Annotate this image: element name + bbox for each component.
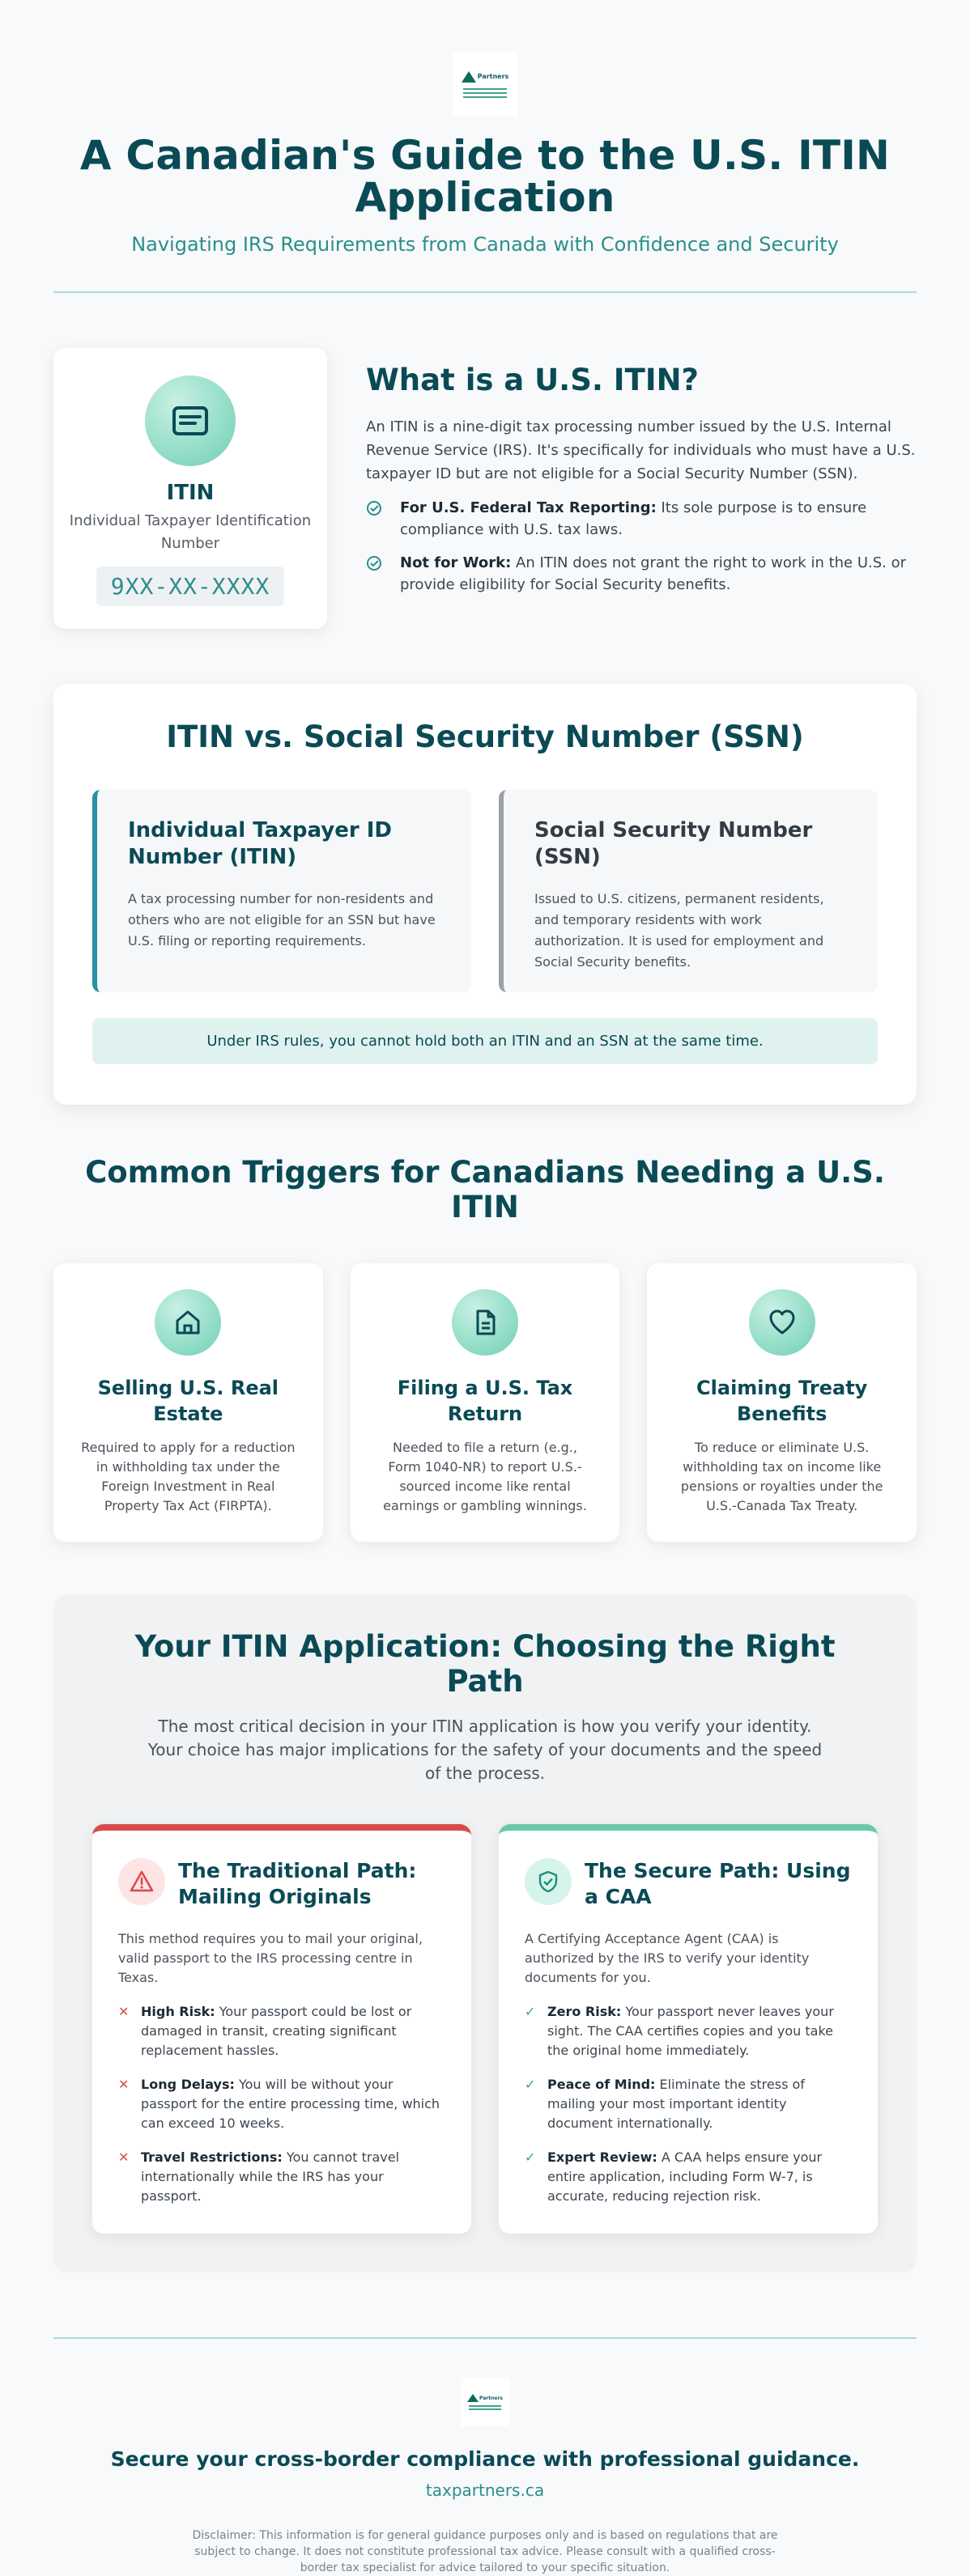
page-subtitle: Navigating IRS Requirements from Canada with Confidence and Security — [131, 233, 839, 256]
benefit-text: Eliminate the stress of mailing your most important identity document internationally. — [547, 2077, 805, 2131]
x-mark-icon: ✕ — [118, 2004, 130, 2019]
benefit-bold: Peace of Mind: — [547, 2077, 656, 2092]
comparison-heading: ITIN vs. Social Security Number (SSN) — [166, 719, 804, 754]
what-is-paragraph: An ITIN is a nine-digit tax processing number issued by the U.S. Internal Revenue Service (IRS). It's specifically for individuals who must have a U.S. taxpayer ID but are not eligible for a Social Security Number (SSN). — [366, 418, 916, 482]
ssn-box-text: Issued to U.S. citizens, permanent residents, and temporary residents with work authorization. It is used for employment and Social Security benefits. — [534, 891, 824, 970]
trigger-card — [351, 1263, 620, 1542]
benefit-item — [525, 2075, 852, 2133]
logo-triangle-icon — [462, 71, 476, 83]
point-text: Its sole purpose is to ensure compliance with U.S. tax laws. — [400, 499, 867, 538]
itin-format-code: 9XX-XX-XXXX — [96, 567, 284, 606]
disclaimer: Disclaimer: This information is for general guidance purposes only and is based on regulations that are subject to change. It does not constitute professional tax advice. Please consult with a qualified cross-border tax specialist for advice tailored to your specific situation. — [192, 2529, 778, 2574]
risk-text: You cannot travel internationally while the IRS has your passport. — [141, 2149, 400, 2204]
trigger-title: Filing a U.S. Tax Return — [397, 1377, 573, 1425]
risk-bold: Travel Restrictions: — [141, 2149, 283, 2165]
benefit-text: Your passport never leaves your sight. The CAA certifies copies and you take the original home immediately. — [547, 2004, 834, 2058]
point-bold: For U.S. Federal Tax Reporting: — [400, 499, 657, 516]
risk-text: Your passport could be lost or damaged in transit, creating significant replacement hassles. — [141, 2004, 412, 2058]
secure-path-card — [499, 1824, 878, 2234]
point-bold: Not for Work: — [400, 554, 512, 571]
risk-item — [118, 2002, 445, 2060]
heart-icon — [749, 1289, 815, 1356]
risk-bold: Long Delays: — [141, 2077, 235, 2092]
brand-logo — [453, 52, 517, 117]
benefit-item — [525, 2002, 852, 2060]
benefit-text: A CAA helps ensure your entire application, including Form W-7, is accurate, reducing rejection risk. — [547, 2149, 823, 2204]
check-mark-icon: ✓ — [525, 2004, 536, 2019]
what-is-section — [53, 348, 917, 629]
footer-divider — [53, 2337, 917, 2339]
comparison-section — [53, 684, 917, 1105]
path-intro: The most critical decision in your ITIN application is how you verify your identity. Your choice has major implications for the safety of your documents and the speed of the process. — [147, 1717, 823, 1783]
benefit-bold: Zero Risk: — [547, 2004, 622, 2019]
traditional-path-title: The Traditional Path: Mailing Originals — [178, 1859, 417, 1908]
path-section — [53, 1595, 917, 2273]
check-mark-icon: ✓ — [525, 2077, 536, 2092]
itin-card — [53, 348, 327, 629]
page-title: A Canadian's Guide to the U.S. ITIN Application — [79, 132, 891, 221]
comparison-note: Under IRS rules, you cannot hold both an ITIN and an SSN at the same time. — [92, 1018, 878, 1064]
itin-card-title: ITIN — [166, 481, 215, 505]
traditional-path-desc: This method requires you to mail your original, valid passport to the IRS processing centre in Texas. — [118, 1931, 423, 1985]
trigger-card — [647, 1263, 917, 1542]
benefit-item — [525, 2148, 852, 2206]
traditional-path-card — [92, 1824, 471, 2234]
trigger-title: Selling U.S. Real Estate — [97, 1377, 279, 1425]
triggers-heading: Common Triggers for Canadians Needing a U.S. ITIN — [85, 1155, 885, 1224]
logo-text: Partners — [477, 73, 509, 80]
logo-triangle-icon — [467, 2394, 479, 2402]
trigger-text: Needed to file a return (e.g., Form 1040-NR) to report U.S.-sourced income like rental earnings or gambling winnings. — [383, 1440, 587, 1513]
itin-box-text: A tax processing number for non-residents and others who are not eligible for an SSN but have U.S. filing or reporting requirements. — [128, 891, 436, 948]
risk-item — [118, 2148, 445, 2206]
itin-card-subtitle: Individual Taxpayer Identification Number — [69, 512, 312, 552]
header-divider — [53, 291, 917, 293]
warning-icon — [118, 1858, 165, 1905]
website-link[interactable]: taxpartners.ca — [425, 2481, 545, 2500]
itin-comparison-box — [92, 790, 471, 992]
secure-path-title: The Secure Path: Using a CAA — [585, 1859, 851, 1908]
what-is-point — [366, 497, 917, 541]
risk-item — [118, 2075, 445, 2133]
trigger-text: To reduce or eliminate U.S. withholding tax on income like pensions or royalties under the U.S.-Canada Tax Treaty. — [680, 1440, 883, 1513]
footer-logo — [461, 2378, 509, 2426]
what-is-heading: What is a U.S. ITIN? — [366, 363, 700, 397]
triggers-list — [53, 1263, 917, 1542]
trigger-text: Required to apply for a reduction in withholding tax under the Foreign Investment in Real Property Tax Act (FIRPTA). — [81, 1440, 296, 1513]
point-text: An ITIN does not grant the right to work in the U.S. or provide eligibility for Social Security benefits. — [400, 554, 907, 593]
ssn-comparison-box — [499, 790, 878, 992]
footer-logo-text: Partners — [479, 2395, 503, 2401]
trigger-card — [53, 1263, 323, 1542]
house-icon — [155, 1289, 221, 1356]
what-is-point — [366, 552, 917, 596]
document-icon — [452, 1289, 518, 1356]
risk-bold: High Risk: — [141, 2004, 215, 2019]
check-mark-icon: ✓ — [525, 2149, 536, 2165]
x-mark-icon: ✕ — [118, 2149, 130, 2165]
itin-box-title: Individual Taxpayer ID Number (ITIN) — [128, 818, 392, 869]
ssn-box-title: Social Security Number (SSN) — [534, 818, 813, 869]
path-heading: Your ITIN Application: Choosing the Right Path — [134, 1629, 836, 1699]
check-circle-icon — [366, 500, 382, 516]
risk-text: You will be without your passport for the entire processing time, which can exceed 10 weeks. — [141, 2077, 440, 2131]
footer-tagline: Secure your cross-border compliance with professional guidance. — [110, 2447, 860, 2471]
shield-check-icon — [525, 1858, 572, 1905]
secure-path-desc: A Certifying Acceptance Agent (CAA) is authorized by the IRS to verify your identity documents for you. — [525, 1931, 810, 1985]
check-circle-icon — [366, 555, 382, 571]
id-card-icon — [145, 376, 236, 466]
trigger-title: Claiming Treaty Benefits — [696, 1377, 868, 1425]
x-mark-icon: ✕ — [118, 2077, 130, 2092]
benefit-bold: Expert Review: — [547, 2149, 657, 2165]
